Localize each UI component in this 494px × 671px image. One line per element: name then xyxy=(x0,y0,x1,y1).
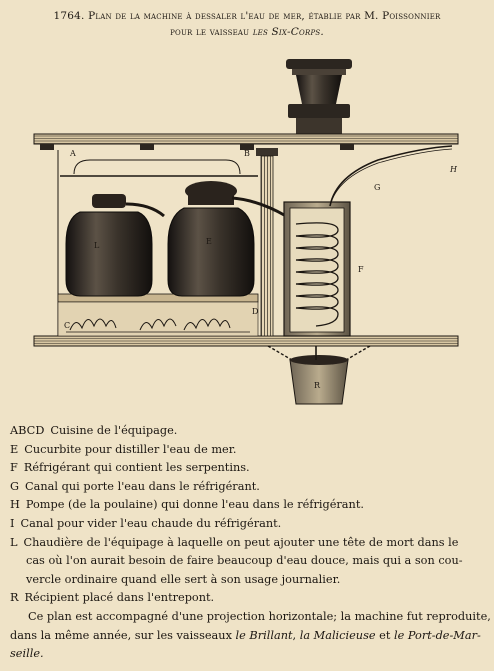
canal-G xyxy=(330,146,452,206)
label-R: R xyxy=(314,381,321,390)
label-L: L xyxy=(94,241,100,250)
label-H: H xyxy=(450,165,457,174)
label-A: A xyxy=(70,149,76,158)
paragraph-line-3: seille. xyxy=(10,647,44,661)
receptacle-R xyxy=(268,346,370,404)
upper-deck xyxy=(34,134,458,150)
label-D: D xyxy=(252,307,259,316)
label-E: E xyxy=(206,237,212,246)
cauldron-L xyxy=(66,194,164,296)
legend-item-ABCD: ABCD Cuisine de l'équipage. xyxy=(10,424,178,437)
legend-item-G: G Canal qui porte l'eau dans le réfrigérant. xyxy=(10,479,260,493)
support-column xyxy=(256,148,278,336)
legend-item-R: R Récipient placé dans l'entrepont. xyxy=(10,591,215,605)
title-line-1: 1764. Plan de la machine à dessaler l'eau de mer, établie par M. Poissonnier xyxy=(53,10,441,22)
capstan xyxy=(286,59,352,134)
desalination-machine-figure xyxy=(0,48,494,413)
legend xyxy=(10,422,491,664)
ship-brillant: le Brillant xyxy=(235,628,293,642)
label-B: B xyxy=(244,149,250,158)
legend-item-E: E Cucurbite pour distiller l'eau de mer. xyxy=(10,442,237,456)
legend-item-L-cont-2: vercle ordinaire quand elle sert à son usage journalier. xyxy=(26,572,341,586)
label-G: G xyxy=(374,183,381,192)
legend-item-H: H Pompe (de la poulaine) qui donne l'eau dans le réfrigérant. xyxy=(10,498,364,512)
label-F: F xyxy=(358,265,364,274)
title-line-2 xyxy=(20,24,474,40)
lower-deck xyxy=(34,336,458,346)
paragraph-line-2: dans la même année, sur les vaisseaux le Brillant, la Malicieuse et le Port-de-Mar- xyxy=(10,628,481,642)
ship-port-de-marseille: le Port-de-Mar- xyxy=(393,628,481,642)
legend-item-L-cont-1: cas où l'on aurait besoin de faire beaucoup d'eau douce, mais qui a son cou- xyxy=(26,554,463,568)
ship-malicieuse: la Malicieuse xyxy=(299,628,376,642)
legend-item-F: F Réfrigérant qui contient les serpentins. xyxy=(10,461,250,475)
page-title xyxy=(20,8,474,40)
label-C: C xyxy=(64,321,71,330)
paragraph-line-1: Ce plan est accompagné d'une projection horizontale; la machine fut reproduite, xyxy=(28,609,491,623)
legend-item-L: L Chaudière de l'équipage à laquelle on peut ajouter une tête de mort dans le xyxy=(10,535,459,549)
title-line-2-prefix: pour le vaisseau xyxy=(170,26,253,38)
legend-item-I: I Canal pour vider l'eau chaude du réfrigérant. xyxy=(10,516,282,530)
title-ship-name: les Six-Corps. xyxy=(252,26,324,38)
refrigerant-tank-F xyxy=(284,202,350,336)
